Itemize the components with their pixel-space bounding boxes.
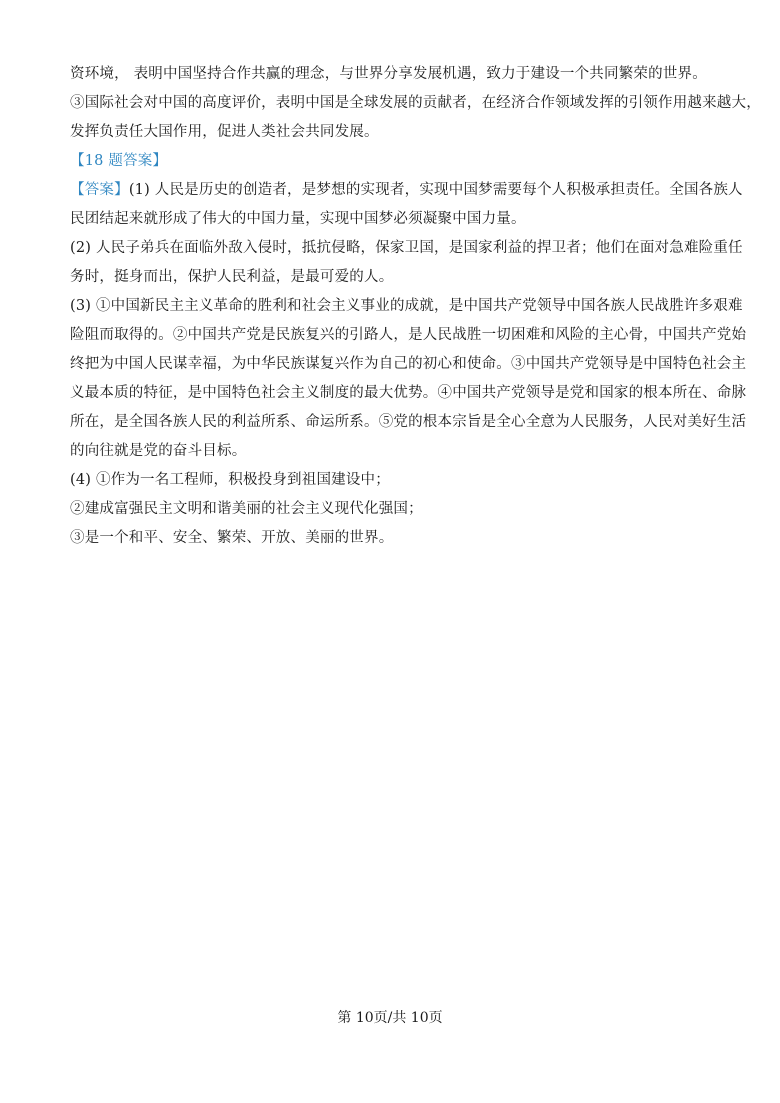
answer-p3-line-3: 终把为中国人民谋幸福，为中华民族谋复兴作为自己的初心和使命。③中国共产党领导是中国特色社会主 xyxy=(70,356,747,372)
answer-p4-line-3: ③是一个和平、安全、繁荣、开放、美丽的世界。 xyxy=(70,530,394,546)
answer-p1-text: (1) 人民是历史的创造者，是梦想的实现者，实现中国梦需要每个人积极承担责任。全国各族人 xyxy=(128,182,743,198)
answer-p4-line-2: ②建成富强民主文明和谐美丽的社会主义现代化强国； xyxy=(70,501,423,517)
answer-p3-line-1: (3) ①中国新民主主义革命的胜利和社会主义事业的成就，是中国共产党领导中国各族人民战胜许多艰难 xyxy=(70,298,743,314)
answer-p1-line-1 xyxy=(70,176,743,205)
answer-tag: 【答案】 xyxy=(70,182,129,198)
answer-p1-line-2: 民团结起来就形成了伟大的中国力量，实现中国梦必须凝聚中国力量。 xyxy=(70,211,526,227)
answer-p3-line-5: 所在，是全国各族人民的利益所系、命运所系。⑤党的根本宗旨是全心全意为人民服务，人民对美好生活 xyxy=(70,414,747,430)
q18-heading: 【18 题答案】 xyxy=(70,153,168,169)
answer-p3-line-4: 义最本质的特征，是中国特色社会主义制度的最大优势。④中国共产党领导是党和国家的根本所在、命脉 xyxy=(70,385,747,401)
q17-line-3: 发挥负责任大国作用，促进人类社会共同发展。 xyxy=(70,124,379,140)
q17-line-2: ③国际社会对中国的高度评价，表明中国是全球发展的贡献者，在经济合作领域发挥的引领作用越来越大， xyxy=(70,95,761,111)
answer-p4-line-1: (4) ①作为一名工程师，积极投身到祖国建设中； xyxy=(70,472,390,488)
q17-line-1: 资环境， 表明中国坚持合作共赢的理念，与世界分享发展机遇，致力于建设一个共同繁荣的世界。 xyxy=(70,66,707,82)
page-number: 第 10页/共 10页 xyxy=(337,1010,443,1026)
answer-p3-line-6: 的向往就是党的奋斗目标。 xyxy=(70,443,247,459)
answer-p2-line-1: (2) 人民子弟兵在面临外敌入侵时，抵抗侵略，保家卫国，是国家利益的捍卫者；他们在面对急难险重任 xyxy=(70,240,743,256)
document-body xyxy=(70,60,761,553)
answer-p3-line-2: 险阻而取得的。②中国共产党是民族复兴的引路人，是人民战胜一切困难和风险的主心骨，中国共产党始 xyxy=(70,327,747,343)
answer-p2-line-2: 务时，挺身而出，保护人民利益，是最可爱的人。 xyxy=(70,269,394,285)
